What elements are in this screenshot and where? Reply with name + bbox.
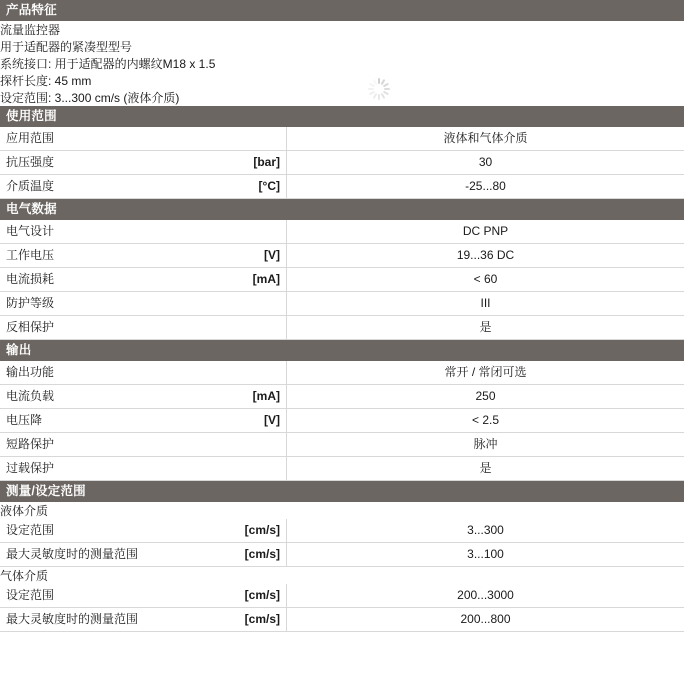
spec-label: 电流负载 (6, 389, 55, 403)
spec-unit: [V] (264, 248, 280, 262)
section-header: 使用范围 (0, 106, 684, 127)
spec-row (0, 175, 684, 199)
spec-label: 最大灵敏度时的测量范围 (6, 612, 139, 626)
spec-value: 3...300 (286, 519, 684, 542)
spec-unit: [mA] (252, 272, 280, 286)
spec-label: 短路保护 (6, 437, 55, 451)
spec-row (0, 151, 684, 175)
spec-note: 设定范围: 3...300 cm/s (液体介质) (0, 91, 180, 105)
section-header: 产品特征 (0, 0, 684, 21)
spec-unit (228, 220, 286, 243)
spec-value: III (286, 292, 684, 315)
section-header: 测量/设定范围 (0, 481, 684, 502)
spec-label: 抗压强度 (6, 155, 55, 169)
spec-row (0, 244, 684, 268)
spec-unit: [cm/s] (244, 523, 280, 537)
spec-row (0, 608, 684, 632)
spec-value: -25...80 (286, 175, 684, 198)
spec-label: 设定范围 (6, 523, 55, 537)
spec-row (0, 409, 684, 433)
spec-value: < 2.5 (286, 409, 684, 432)
section-header: 电气数据 (0, 199, 684, 220)
spec-value: 脉冲 (286, 433, 684, 456)
spec-label: 设定范围 (6, 588, 55, 602)
spec-unit: [bar] (253, 155, 280, 169)
spec-row (0, 433, 684, 457)
spec-unit: [cm/s] (244, 588, 280, 602)
spec-value: 250 (286, 385, 684, 408)
spec-value: 200...800 (286, 608, 684, 631)
spec-value: < 60 (286, 268, 684, 291)
spec-value: DC PNP (286, 220, 684, 243)
spec-value: 常开 / 常闭可选 (286, 361, 684, 384)
spec-label: 过载保护 (6, 461, 55, 475)
spec-label: 工作电压 (6, 248, 55, 262)
spec-label: 电压降 (6, 413, 43, 427)
spec-unit: [cm/s] (244, 612, 280, 626)
spec-label: 电流损耗 (6, 272, 55, 286)
spec-label: 反相保护 (6, 320, 55, 334)
spec-value: 19...36 DC (286, 244, 684, 267)
spec-label: 防护等级 (6, 296, 55, 310)
spec-note: 流量监控器 (0, 23, 61, 37)
spec-row (0, 316, 684, 340)
spec-label: 电气设计 (6, 224, 55, 238)
spec-unit: [V] (264, 413, 280, 427)
section-header: 输出 (0, 340, 684, 361)
spec-value: 200...3000 (286, 584, 684, 607)
spec-row (0, 519, 684, 543)
spec-label: 介质温度 (6, 179, 55, 193)
spec-note: 探杆长度: 45 mm (0, 74, 92, 88)
spec-unit: [cm/s] (244, 547, 280, 561)
spec-row (0, 220, 684, 244)
spec-value: 是 (286, 457, 684, 480)
spec-unit (228, 433, 286, 456)
spec-row (0, 127, 684, 151)
spec-row (0, 457, 684, 481)
spec-note: 气体介质 (0, 569, 49, 583)
spec-row (0, 361, 684, 385)
spec-value: 液体和气体介质 (286, 127, 684, 150)
spec-unit: [°C] (258, 179, 280, 193)
spec-unit (228, 292, 286, 315)
spec-note: 系统接口: 用于适配器的内螺纹M18 x 1.5 (0, 57, 216, 71)
spec-label: 应用范围 (6, 131, 55, 145)
spec-row (0, 292, 684, 316)
spec-unit: [mA] (252, 389, 280, 403)
spec-unit (228, 316, 286, 339)
spec-unit (228, 457, 286, 480)
spec-value: 是 (286, 316, 684, 339)
spec-row (0, 268, 684, 292)
spec-value: 3...100 (286, 543, 684, 566)
spec-unit (228, 127, 286, 150)
spec-unit (228, 361, 286, 384)
spec-row (0, 584, 684, 608)
spec-row (0, 543, 684, 567)
spec-row (0, 385, 684, 409)
spec-label: 最大灵敏度时的测量范围 (6, 547, 139, 561)
spec-note: 液体介质 (0, 504, 49, 518)
spec-note: 用于适配器的紧凑型型号 (0, 40, 133, 54)
spec-label: 输出功能 (6, 365, 55, 379)
spec-value: 30 (286, 151, 684, 174)
